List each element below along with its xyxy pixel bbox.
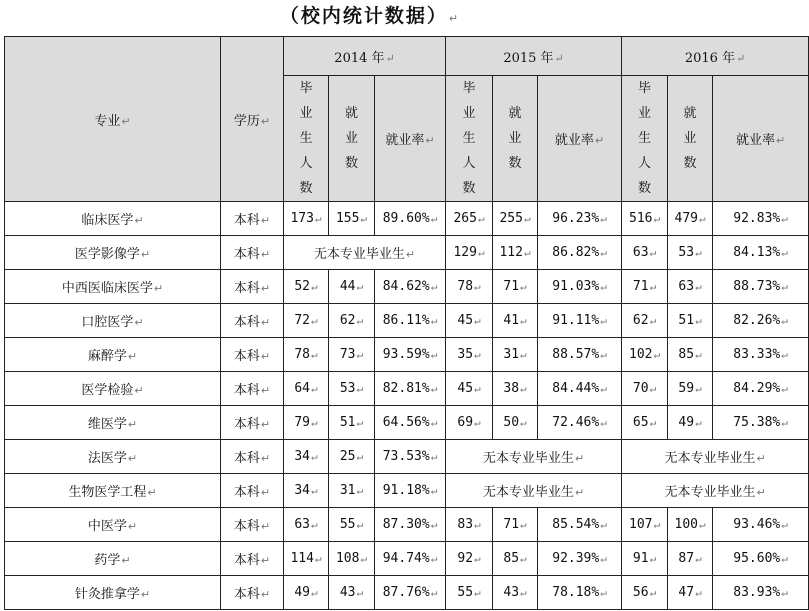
paragraph-mark-icon: ↵ [311, 280, 318, 293]
paragraph-mark-icon: ↵ [600, 552, 607, 565]
paragraph-mark-icon: ↵ [695, 586, 702, 599]
degree-cell: 本科↵ [221, 542, 284, 576]
paragraph-mark-icon: ↵ [695, 280, 702, 293]
no-graduates-cell: 无本专业毕业生↵ [446, 474, 622, 508]
paragraph-mark-icon: ↵ [474, 280, 481, 293]
paragraph-mark-icon: ↵ [600, 518, 607, 531]
employment-rate-cell: 87.30%↵ [375, 508, 446, 542]
paragraph-mark-icon: ↵ [695, 416, 702, 429]
paragraph-mark-icon: ↵ [474, 314, 481, 327]
employment-rate-cell: 91.18%↵ [375, 474, 446, 508]
paragraph-mark-icon: ↵ [430, 348, 438, 361]
employed-cell: 51↵ [329, 406, 375, 440]
employment-rate-cell: 84.13%↵ [713, 236, 809, 270]
paragraph-mark-icon: ↵ [260, 554, 271, 567]
paragraph-mark-icon: ↵ [600, 382, 607, 395]
paragraph-mark-icon: ↵ [356, 450, 364, 463]
degree-cell: 本科↵ [221, 440, 284, 474]
paragraph-mark-icon: ↵ [474, 382, 481, 395]
employed-cell: 87↵ [668, 542, 713, 576]
major-cell: 中医学↵ [5, 508, 221, 542]
employment-rate-cell: 86.11%↵ [375, 304, 446, 338]
graduates-cell: 70↵ [622, 372, 668, 406]
employed-cell: 50↵ [493, 406, 538, 440]
graduates-cell: 92↵ [446, 542, 493, 576]
paragraph-mark-icon: ↵ [147, 486, 157, 499]
employed-cell: 53↵ [329, 372, 375, 406]
paragraph-mark-icon: ↵ [695, 246, 702, 259]
paragraph-mark-icon: ↵ [430, 586, 438, 599]
page-title [0, 2, 740, 33]
paragraph-mark-icon: ↵ [520, 416, 527, 429]
major-cell: 口腔医学↵ [5, 304, 221, 338]
employment-rate-cell: 85.54%↵ [538, 508, 622, 542]
major-cell: 医学影像学↵ [5, 236, 221, 270]
paragraph-mark-icon: ↵ [653, 518, 661, 531]
paragraph-mark-icon: ↵ [134, 384, 144, 397]
employed-cell: 31↵ [493, 338, 538, 372]
graduates-cell: 45↵ [446, 372, 493, 406]
employed-cell: 43↵ [493, 576, 538, 610]
paragraph-mark-icon: ↵ [474, 348, 481, 361]
employment-rate-cell: 93.46%↵ [713, 508, 809, 542]
paragraph-mark-icon: ↵ [356, 586, 364, 599]
paragraph-mark-icon: ↵ [134, 316, 144, 329]
paragraph-mark-icon: ↵ [600, 212, 607, 225]
paragraph-mark-icon: ↵ [649, 416, 657, 429]
employed-cell: 62↵ [329, 304, 375, 338]
paragraph-mark-icon: ↵ [523, 212, 531, 225]
degree-cell: 本科↵ [221, 304, 284, 338]
graduates-cell: 56↵ [622, 576, 668, 610]
paragraph-mark-icon: ↵ [649, 246, 657, 259]
employment-rate-cell: 87.76%↵ [375, 576, 446, 610]
employed-cell: 25↵ [329, 440, 375, 474]
employed-cell: 85↵ [493, 542, 538, 576]
table-row [5, 508, 809, 542]
graduates-cell: 79↵ [284, 406, 329, 440]
paragraph-mark-icon: ↵ [600, 314, 607, 327]
paragraph-mark-icon: ↵ [756, 486, 766, 499]
paragraph-mark-icon: ↵ [756, 452, 766, 465]
graduates-cell: 83↵ [446, 508, 493, 542]
degree-cell: 本科↵ [221, 338, 284, 372]
paragraph-mark-icon: ↵ [695, 382, 702, 395]
graduates-cell: 63↵ [284, 508, 329, 542]
employed-cell: 85↵ [668, 338, 713, 372]
paragraph-mark-icon: ↵ [314, 552, 322, 565]
employed-cell: 63↵ [668, 270, 713, 304]
graduates-cell: 34↵ [284, 440, 329, 474]
paragraph-mark-icon: ↵ [781, 314, 788, 327]
degree-cell: 本科↵ [221, 270, 284, 304]
paragraph-mark-icon: ↵ [781, 518, 788, 531]
no-graduates-cell: 无本专业毕业生↵ [622, 440, 809, 474]
major-cell: 生物医学工程↵ [5, 474, 221, 508]
employment-rate-column-header: 就业率↵ [375, 76, 446, 202]
graduates-cell: 516↵ [622, 202, 668, 236]
paragraph-mark-icon: ↵ [356, 280, 364, 293]
paragraph-mark-icon: ↵ [356, 348, 364, 361]
paragraph-mark-icon: ↵ [356, 416, 364, 429]
employed-column-header: 就 业 数 [493, 76, 538, 202]
paragraph-mark-icon: ↵ [649, 280, 657, 293]
employed-cell: 73↵ [329, 338, 375, 372]
paragraph-mark-icon: ↵ [520, 586, 527, 599]
employed-cell: 53↵ [668, 236, 713, 270]
paragraph-mark-icon: ↵ [356, 518, 364, 531]
paragraph-mark-icon: ↵ [140, 588, 151, 601]
table-row [5, 270, 809, 304]
degree-cell: 本科↵ [221, 474, 284, 508]
paragraph-mark-icon: ↵ [260, 384, 271, 397]
paragraph-mark-icon: ↵ [314, 212, 322, 225]
paragraph-mark-icon: ↵ [698, 212, 706, 225]
no-graduates-cell: 无本专业毕业生↵ [622, 474, 809, 508]
major-cell: 中西医临床医学↵ [5, 270, 221, 304]
major-cell: 麻醉学↵ [5, 338, 221, 372]
paragraph-mark-icon: ↵ [695, 348, 702, 361]
graduates-cell: 45↵ [446, 304, 493, 338]
paragraph-mark-icon: ↵ [781, 382, 788, 395]
table-row [5, 474, 809, 508]
paragraph-mark-icon: ↵ [430, 382, 438, 395]
major-cell: 针灸推拿学↵ [5, 576, 221, 610]
graduates-cell: 35↵ [446, 338, 493, 372]
employment-rate-cell: 91.11%↵ [538, 304, 622, 338]
paragraph-mark-icon: ↵ [600, 586, 607, 599]
paragraph-mark-icon: ↵ [425, 134, 435, 147]
year-header-2015: 2015 年↵ [446, 37, 622, 76]
table-row [5, 440, 809, 474]
employment-rate-cell: 89.60%↵ [375, 202, 446, 236]
paragraph-mark-icon: ↵ [311, 484, 318, 497]
employed-cell: 47↵ [668, 576, 713, 610]
graduates-cell: 107↵ [622, 508, 668, 542]
graduates-cell: 64↵ [284, 372, 329, 406]
employed-cell: 108↵ [329, 542, 375, 576]
table-row [5, 576, 809, 610]
paragraph-mark-icon: ↵ [311, 518, 318, 531]
graduates-cell: 114↵ [284, 542, 329, 576]
paragraph-mark-icon: ↵ [260, 418, 271, 431]
employment-rate-cell: 84.62%↵ [375, 270, 446, 304]
employment-rate-cell: 94.74%↵ [375, 542, 446, 576]
paragraph-mark-icon: ↵ [430, 314, 438, 327]
paragraph-mark-icon: ↵ [781, 212, 788, 225]
degree-cell: 本科↵ [221, 202, 284, 236]
paragraph-mark-icon: ↵ [430, 484, 438, 497]
employed-cell: 112↵ [493, 236, 538, 270]
employed-cell: 41↵ [493, 304, 538, 338]
employed-cell: 71↵ [493, 270, 538, 304]
paragraph-mark-icon: ↵ [649, 552, 657, 565]
employed-cell: 59↵ [668, 372, 713, 406]
paragraph-mark-icon: ↵ [153, 282, 164, 295]
paragraph-mark-icon: ↵ [775, 134, 786, 147]
paragraph-mark-icon: ↵ [430, 280, 438, 293]
graduates-column-header: 毕 业 生 人 数 [622, 76, 668, 202]
paragraph-mark-icon: ↵ [311, 314, 318, 327]
paragraph-mark-icon: ↵ [781, 416, 788, 429]
employed-cell: 51↵ [668, 304, 713, 338]
employment-rate-cell: 84.29%↵ [713, 372, 809, 406]
paragraph-mark-icon: ↵ [260, 316, 271, 329]
paragraph-mark-icon: ↵ [127, 418, 138, 431]
paragraph-mark-icon: ↵ [474, 586, 481, 599]
employment-rate-cell: 82.81%↵ [375, 372, 446, 406]
paragraph-mark-icon: ↵ [311, 586, 318, 599]
paragraph-mark-icon: ↵ [356, 314, 364, 327]
paragraph-mark-icon: ↵ [653, 212, 661, 225]
graduates-cell: 91↵ [622, 542, 668, 576]
page-title-text: （校内统计数据） [279, 5, 448, 27]
employed-cell: 155↵ [329, 202, 375, 236]
employment-rate-cell: 75.38%↵ [713, 406, 809, 440]
paragraph-mark-icon: ↵ [430, 212, 438, 225]
major-cell: 维医学↵ [5, 406, 221, 440]
paragraph-mark-icon: ↵ [781, 280, 788, 293]
employment-rate-cell: 83.93%↵ [713, 576, 809, 610]
major-cell: 药学↵ [5, 542, 221, 576]
degree-cell: 本科↵ [221, 576, 284, 610]
employment-rate-column-header: 就业率↵ [538, 76, 622, 202]
paragraph-mark-icon: ↵ [594, 134, 605, 147]
paragraph-mark-icon: ↵ [430, 450, 438, 463]
degree-cell: 本科↵ [221, 236, 284, 270]
paragraph-mark-icon: ↵ [600, 416, 607, 429]
paragraph-mark-icon: ↵ [260, 486, 271, 499]
paragraph-mark-icon: ↵ [260, 520, 271, 533]
employed-cell: 49↵ [668, 406, 713, 440]
employment-rate-cell: 88.73%↵ [713, 270, 809, 304]
paragraph-mark-icon: ↵ [356, 382, 364, 395]
paragraph-mark-icon: ↵ [430, 416, 438, 429]
graduates-cell: 34↵ [284, 474, 329, 508]
paragraph-mark-icon: ↵ [474, 518, 481, 531]
paragraph-mark-icon: ↵ [649, 586, 657, 599]
graduates-cell: 55↵ [446, 576, 493, 610]
employment-rate-cell: 84.44%↵ [538, 372, 622, 406]
paragraph-mark-icon: ↵ [260, 452, 271, 465]
employed-cell: 38↵ [493, 372, 538, 406]
major-cell: 法医学↵ [5, 440, 221, 474]
employed-cell: 100↵ [668, 508, 713, 542]
paragraph-mark-icon: ↵ [311, 416, 318, 429]
paragraph-mark-icon: ↵ [260, 282, 271, 295]
paragraph-mark-icon: ↵ [360, 212, 368, 225]
paragraph-mark-icon: ↵ [523, 246, 531, 259]
paragraph-mark-icon: ↵ [698, 518, 706, 531]
employment-rate-cell: 82.26%↵ [713, 304, 809, 338]
paragraph-mark-icon: ↵ [600, 348, 607, 361]
employment-rate-cell: 92.39%↵ [538, 542, 622, 576]
graduates-cell: 173↵ [284, 202, 329, 236]
paragraph-mark-icon: ↵ [356, 484, 364, 497]
paragraph-mark-icon: ↵ [127, 350, 138, 363]
graduates-column-header: 毕 业 生 人 数 [446, 76, 493, 202]
year-header-2016: 2016 年↵ [622, 37, 809, 76]
employment-rate-cell: 72.46%↵ [538, 406, 622, 440]
no-graduates-cell: 无本专业毕业生↵ [284, 236, 446, 270]
employed-cell: 55↵ [329, 508, 375, 542]
graduates-cell: 265↵ [446, 202, 493, 236]
employment-rate-cell: 64.56%↵ [375, 406, 446, 440]
paragraph-mark-icon: ↵ [360, 552, 368, 565]
degree-column-header: 学历↵ [221, 37, 284, 202]
paragraph-mark-icon: ↵ [474, 416, 481, 429]
employment-rate-cell: 78.18%↵ [538, 576, 622, 610]
graduates-cell: 71↵ [622, 270, 668, 304]
table-row [5, 202, 809, 236]
employed-cell: 43↵ [329, 576, 375, 610]
paragraph-mark-icon: ↵ [520, 382, 527, 395]
table-row [5, 372, 809, 406]
paragraph-mark-icon: ↵ [260, 214, 271, 227]
paragraph-mark-icon: ↵ [600, 246, 607, 259]
paragraph-mark-icon: ↵ [653, 348, 661, 361]
paragraph-mark-icon: ↵ [695, 314, 702, 327]
paragraph-mark-icon: ↵ [477, 246, 485, 259]
graduates-cell: 52↵ [284, 270, 329, 304]
paragraph-mark-icon: ↵ [574, 486, 585, 499]
paragraph-mark-icon: ↵ [127, 520, 138, 533]
employment-rate-cell: 95.60%↵ [713, 542, 809, 576]
employment-rate-cell: 96.23%↵ [538, 202, 622, 236]
graduates-cell: 78↵ [446, 270, 493, 304]
paragraph-mark-icon: ↵ [520, 518, 527, 531]
paragraph-mark-icon: ↵ [781, 246, 788, 259]
table-row [5, 304, 809, 338]
paragraph-mark-icon: ↵ [600, 280, 607, 293]
employment-rate-cell: 93.59%↵ [375, 338, 446, 372]
paragraph-mark-icon: ↵ [430, 552, 438, 565]
graduates-cell: 49↵ [284, 576, 329, 610]
graduates-cell: 78↵ [284, 338, 329, 372]
paragraph-mark-icon: ↵ [405, 248, 416, 261]
paragraph-mark-icon: ↵ [520, 348, 527, 361]
employment-stats-table [4, 36, 809, 610]
paragraph-mark-icon: ↵ [448, 12, 461, 25]
paragraph-mark-icon: ↵ [311, 450, 318, 463]
table-row [5, 338, 809, 372]
paragraph-mark-icon: ↵ [520, 314, 527, 327]
paragraph-mark-icon: ↵ [781, 586, 788, 599]
employment-rate-cell: 86.82%↵ [538, 236, 622, 270]
employed-column-header: 就 业 数 [668, 76, 713, 202]
paragraph-mark-icon: ↵ [520, 552, 527, 565]
employed-cell: 479↵ [668, 202, 713, 236]
degree-cell: 本科↵ [221, 508, 284, 542]
paragraph-mark-icon: ↵ [520, 280, 527, 293]
employment-rate-cell: 88.57%↵ [538, 338, 622, 372]
paragraph-mark-icon: ↵ [311, 348, 318, 361]
employed-cell: 44↵ [329, 270, 375, 304]
paragraph-mark-icon: ↵ [781, 348, 788, 361]
employment-rate-cell: 91.03%↵ [538, 270, 622, 304]
paragraph-mark-icon: ↵ [649, 382, 657, 395]
paragraph-mark-icon: ↵ [430, 518, 438, 531]
paragraph-mark-icon: ↵ [127, 452, 138, 465]
employed-cell: 31↵ [329, 474, 375, 508]
paragraph-mark-icon: ↵ [134, 214, 144, 227]
major-column-header: 专业↵ [5, 37, 221, 202]
major-cell: 临床医学↵ [5, 202, 221, 236]
paragraph-mark-icon: ↵ [477, 212, 485, 225]
major-cell: 医学检验↵ [5, 372, 221, 406]
table-row [5, 542, 809, 576]
table-row [5, 236, 809, 270]
employment-rate-column-header: 就业率↵ [713, 76, 809, 202]
paragraph-mark-icon: ↵ [140, 248, 151, 261]
no-graduates-cell: 无本专业毕业生↵ [446, 440, 622, 474]
paragraph-mark-icon: ↵ [695, 552, 702, 565]
year-header-2014: 2014 年↵ [284, 37, 446, 76]
graduates-cell: 72↵ [284, 304, 329, 338]
paragraph-mark-icon: ↵ [260, 350, 271, 363]
degree-cell: 本科↵ [221, 372, 284, 406]
degree-cell: 本科↵ [221, 406, 284, 440]
graduates-cell: 65↵ [622, 406, 668, 440]
paragraph-mark-icon: ↵ [121, 554, 131, 567]
employment-rate-cell: 83.33%↵ [713, 338, 809, 372]
graduates-cell: 102↵ [622, 338, 668, 372]
graduates-column-header: 毕 业 生 人 数 [284, 76, 329, 202]
paragraph-mark-icon: ↵ [649, 314, 657, 327]
paragraph-mark-icon: ↵ [311, 382, 318, 395]
paragraph-mark-icon: ↵ [474, 552, 481, 565]
employed-column-header: 就 业 数 [329, 76, 375, 202]
graduates-cell: 129↵ [446, 236, 493, 270]
paragraph-mark-icon: ↵ [574, 452, 585, 465]
graduates-cell: 62↵ [622, 304, 668, 338]
paragraph-mark-icon: ↵ [781, 552, 788, 565]
paragraph-mark-icon: ↵ [260, 588, 271, 601]
graduates-cell: 69↵ [446, 406, 493, 440]
employed-cell: 71↵ [493, 508, 538, 542]
employment-rate-cell: 73.53%↵ [375, 440, 446, 474]
graduates-cell: 63↵ [622, 236, 668, 270]
table-row [5, 406, 809, 440]
paragraph-mark-icon: ↵ [260, 248, 271, 261]
employment-rate-cell: 92.83%↵ [713, 202, 809, 236]
employed-cell: 255↵ [493, 202, 538, 236]
